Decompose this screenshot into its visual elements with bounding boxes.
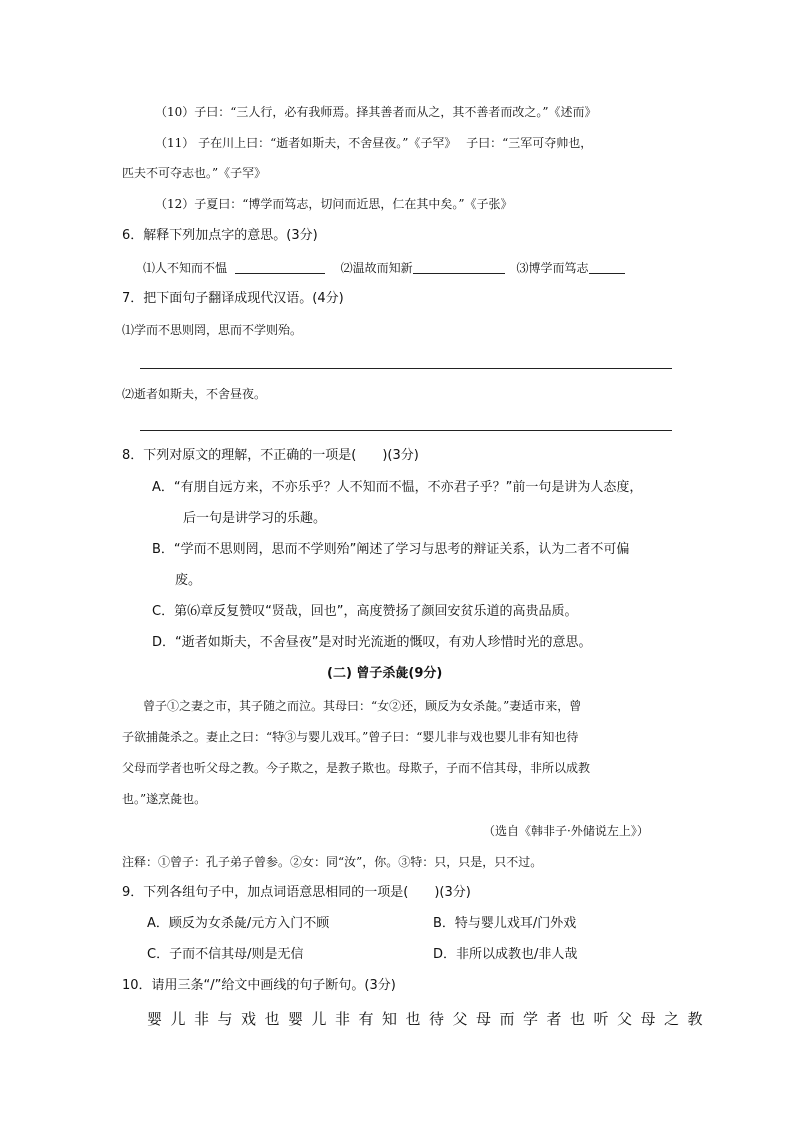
q6-item-1: ⑴人不知而不愠	[143, 261, 228, 275]
classical-text-line-3: 父母而学者也听父母之教。今子欺之，是教子欺也。母欺子，子而不信其母，非所以成教	[122, 761, 591, 775]
classical-text-line-1: 曾子①之妻之市，其子随之而泣。其母曰：“女②还，顾反为女杀彘。”妻适市来，曾	[143, 699, 582, 713]
passage-line-11b: 匹夫不可夺志也。”《子罕》	[122, 166, 267, 180]
q9-option-a: A．顾反为女杀彘/元方入门不顾	[147, 916, 330, 931]
q9-option-c: C．子而不信其母/则是无信	[147, 947, 304, 962]
question-9-stem: 9．下列各组句子中，加点词语意思相同的一项是( )(3分)	[122, 885, 471, 900]
question-7-stem: 7．把下面句子翻译成现代汉语。(4分)	[122, 291, 344, 306]
question-8-stem: 8．下列对原文的理解，不正确的一项是( )(3分)	[122, 448, 419, 463]
q8-option-a-line-1: A．“有朋自远方来，不亦乐乎？人不知而不愠，不亦君子乎？”前一句是讲为人态度，	[152, 480, 643, 495]
q6-item-2: ⑵温故而知新	[340, 261, 413, 275]
passage-line-10: （10）子曰：“三人行，必有我师焉。择其善者而从之，其不善者而改之。”《述而》	[155, 105, 597, 119]
q6-answer-blank-1[interactable]	[235, 259, 325, 274]
classical-text-line-4: 也。”遂烹彘也。	[122, 792, 207, 806]
q8-option-c: C．第⑹章反复赞叹“贤哉，回也”，高度赞扬了颜回安贫乐道的高贵品质。	[152, 604, 578, 619]
q8-option-b-line-2: 废。	[175, 573, 202, 588]
q7-answer-line-2[interactable]	[140, 430, 672, 431]
question-6-stem: 6．解释下列加点字的意思。(3分)	[122, 228, 318, 243]
q6-item-3: ⑶博学而笃志	[516, 261, 589, 275]
q9-option-b: B．特与婴儿戏耳/门外戏	[433, 916, 577, 931]
passage-line-12: （12）子夏曰：“博学而笃志，切问而近思，仁在其中矣。”《子张》	[155, 197, 513, 211]
q7-answer-line-1[interactable]	[140, 368, 672, 369]
q8-option-b-line-1: B．“学而不思则罔，思而不学则殆”阐述了学习与思考的辩证关系，认为二者不可偏	[152, 542, 630, 557]
q8-option-a-line-2: 后一句是讲学习的乐趣。	[183, 511, 327, 526]
source-citation: （选自《韩非子·外储说左上》）	[483, 824, 649, 838]
q8-option-d: D．“逝者如斯夫，不舍昼夜”是对时光流逝的慨叹，有劝人珍惜时光的意思。	[152, 635, 592, 650]
q6-answer-blank-2[interactable]	[413, 259, 505, 274]
section-2-title: (二) 曾子杀彘(9分)	[327, 666, 443, 681]
q10-sentence-to-punctuate: 婴儿非与戏也婴儿非有知也待父母而学者也听父母之教	[147, 1010, 712, 1028]
classical-text-line-2: 子欲捕彘杀之。妻止之曰：“特③与婴儿戏耳。”曾子曰：“婴儿非与戏也婴儿非有知也待	[122, 730, 579, 744]
q6-answer-blank-3[interactable]	[589, 259, 625, 274]
question-7-sentence-1: ⑴学而不思则罔，思而不学则殆。	[122, 323, 303, 337]
passage-line-11a: （11） 子在川上曰：“逝者如斯夫，不舍昼夜。”《子罕》 子曰：“三军可夺帅也，	[155, 136, 593, 150]
q9-option-d: D．非所以成教也/非人哉	[433, 947, 578, 962]
question-10-stem: 10．请用三条“/”给文中画线的句子断句。(3分)	[122, 978, 396, 993]
question-6-items	[143, 258, 625, 278]
question-7-sentence-2: ⑵逝者如斯夫，不舍昼夜。	[122, 387, 267, 401]
annotation-notes: 注释：①曾子：孔子弟子曾参。②女：同“汝”，你。③特：只，只是，只不过。	[122, 855, 543, 869]
